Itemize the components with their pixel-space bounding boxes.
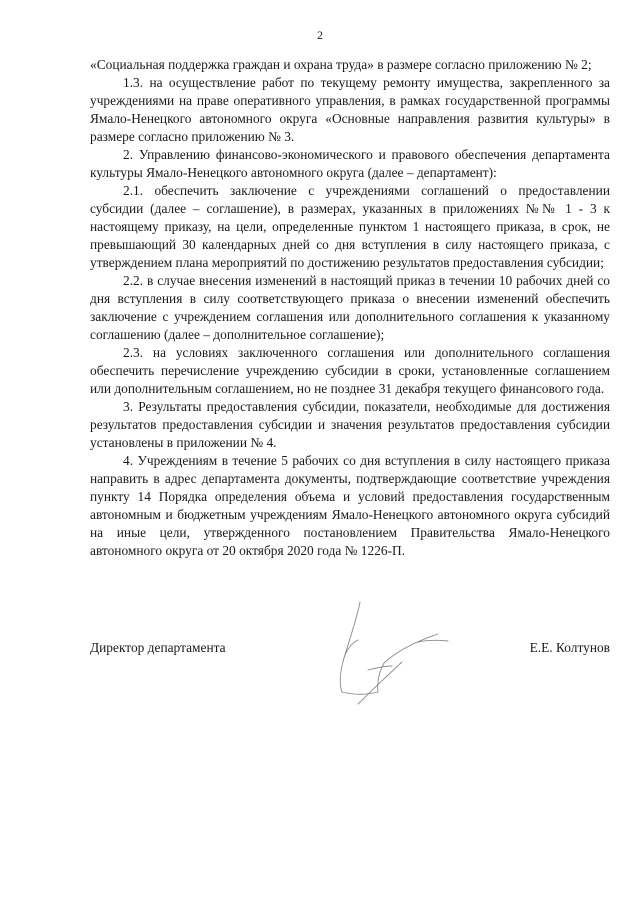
paragraph-4: 4. Учреждениям в течение 5 рабочих со дня вступления в силу настоящего приказа направить в адрес департамента документы, подтверждающие соответствие учреждения пункту 14 Порядка определения объема и условий предоставления государственным автономным и бюджетным учреждениям Ямало-Ненецкого автономного округа субсидий на иные цели, утвержденного постановлением Правительства Ямало-Ненецкого автономного округа от 20 октября 2020 года № 1226-П. bbox=[90, 453, 610, 558]
paragraph-3: 3. Результаты предоставления субсидии, показатели, необходимые для достижения результатов предоставления субсидии и значения результатов предоставления субсидии установлены в приложении № 4. bbox=[90, 399, 610, 450]
document-body bbox=[90, 56, 610, 560]
paragraph-1-3: 1.3. на осуществление работ по текущему ремонту имущества, закрепленного за учреждениями на праве оперативного управления, в рамках государственной программы Ямало-Ненецкого автономного округа «Основные направления развития культуры» в размере согласно приложению № 3. bbox=[90, 75, 610, 144]
paragraph-2-3: 2.3. на условиях заключенного соглашения или дополнительного соглашения обеспечить перечисление учреждению субсидии в сроки, установленные соглашением или дополнительным соглашением, но не позднее 31 декабря текущего финансового года. bbox=[90, 345, 610, 396]
paragraph-2-1: 2.1. обеспечить заключение с учреждениями соглашений о предоставлении субсидии (далее – соглашение), в размерах, указанных в приложениях №№ 1 - 3 к настоящему приказу, на цели, определенные пунктом 1 настоящего приказа, в срок, не превышающий 30 календарных дней со дня вступления в силу настоящего приказа, с утверждением плана мероприятий по достижению результатов предоставления субсидии; bbox=[90, 183, 610, 270]
page-number: 2 bbox=[317, 28, 323, 42]
signatory-name: Е.Е. Колтунов bbox=[529, 640, 610, 655]
signatory-title: Директор департамента bbox=[90, 640, 226, 655]
paragraph-continuation: «Социальная поддержка граждан и охрана труда» в размере согласно приложению № 2; bbox=[90, 57, 592, 72]
paragraph-2-2: 2.2. в случае внесения изменений в настоящий приказ в течении 10 рабочих дней со дня вступления в силу соответствующего приказа о внесении изменений обеспечить заключение с учреждением соглашения или дополнительного соглашения к указанному соглашению (далее – дополнительное соглашение); bbox=[90, 273, 610, 342]
handwritten-signature bbox=[330, 600, 450, 710]
paragraph-2: 2. Управлению финансово-экономического и правового обеспечения департамента культуры Ямало-Ненецкого автономного округа (далее – департамент): bbox=[90, 147, 610, 180]
